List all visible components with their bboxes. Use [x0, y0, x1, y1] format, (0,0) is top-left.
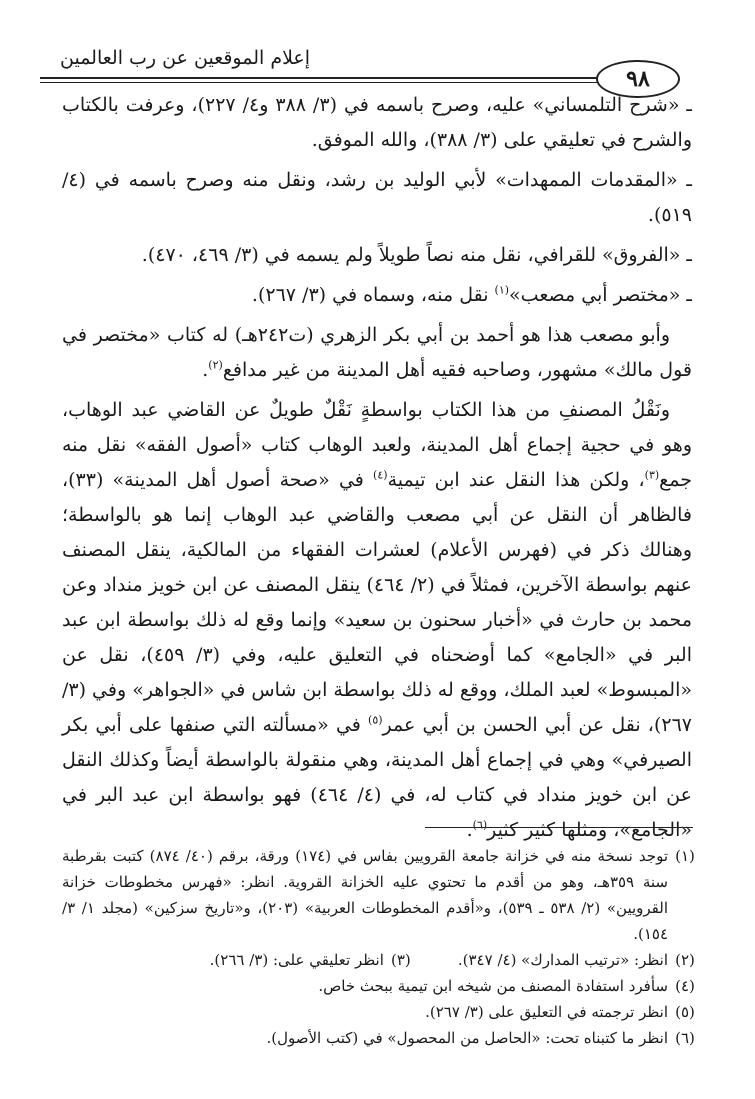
footnote [62, 1025, 702, 1051]
footnote-rule [425, 827, 693, 828]
footnote [210, 947, 418, 973]
footnote [62, 999, 702, 1025]
paragraph-text: ـ «الفروق» للقرافي، نقل منه نصاً طويلاً ولم يسمه في (٣/ ٤٦٩، ٤٧٠). [141, 244, 692, 266]
book-title: إعلام الموقعين عن رب العالمين [60, 47, 311, 69]
footnote-number: (٤) [675, 977, 695, 995]
footnote-text: سأفرد استفادة المصنف من شيخه ابن تيمية ببحث خاص. [318, 977, 668, 995]
page-header [40, 25, 710, 95]
paragraph [62, 88, 692, 158]
footnote-text: انظر: «ترتيب المدارك» (٤/ ٣٤٧). [457, 951, 668, 969]
footnote [62, 973, 702, 999]
footnote-number: (١) [675, 847, 695, 865]
footnote-ref[interactable]: (٢) [208, 358, 223, 372]
footnote [458, 947, 702, 973]
paragraph [62, 278, 692, 313]
page-number: ٩٨ [596, 60, 680, 98]
paragraph [62, 318, 692, 388]
paragraph-text: في «صحة أصول أهل المدينة» (٣٣)، فالظاهر أن النقل عن أبي مصعب والقاضي عبد الوهاب إنما هو بالواسطة؛ وهنالك ذكر في (فهرس الأعلام) لعشرات الفقهاء من المالكية، ينقل المصنف عنهم بواسطة الآخرين، فمثلاً في (٢/ ٤٦٤) ينقل المصنف عن ابن خويز منداد وعن محمد بن حارث في «أخبار سحنون بن سعيد» وإنما وقع له ذلك بواسطة ابن عبد البر في «الجامع» كما أوضحناه في التعليق عليه، وفي (٣/ ٤٥٩)، نقل عن «المبسوط» لعبد الملك، ووقع له ذلك بواسطة ابن شاس في «الجواهر» وفي (٣/ ٢٦٧)، نقل عن أبي الحسن بن أبي عمر [61, 469, 692, 736]
footnote-ref[interactable]: (٤) [373, 468, 388, 482]
header-rule [40, 77, 630, 79]
paragraph-text: نقل منه، وسماه في (٣/ ٢٦٧). [251, 284, 495, 306]
footnote-text: انظر ما كتبناه تحت: «الحاصل من المحصول» في (كتب الأصول). [266, 1029, 668, 1047]
header-rule-thin [40, 82, 630, 83]
footnote-row [62, 947, 702, 973]
footnote-text: انظر تعليقي على: (٣/ ٢٦٦). [209, 951, 384, 969]
paragraph-text: . [466, 819, 473, 841]
paragraph-text: ـ «المقدمات الممهدات» لأبي الوليد بن رشد، ونقل منه وصرح باسمه في (٤/ ٥١٩). [62, 169, 692, 226]
paragraph-text: ونَقْلُ المصنفِ من هذا الكتاب بواسطةٍ نَقْلٌ طويلٌ عن القاضي عبد الوهاب، وهو في حجية إجماع أهل المدينة، ولعبد الوهاب كتاب «أصول الفقه» نقل منه جمع [62, 399, 692, 491]
footnote-ref[interactable]: (٥) [368, 713, 383, 727]
paragraph-text: في «مسألته التي صنفها على أبي بكر الصيرفي» وهي في إجماع أهل المدينة، وهي منقولة بالواسطة أيضاً وكذلك النقل عن ابن خويز منداد في كتاب له، في (٤/ ٤٦٤) فهو بواسطة ابن عبد البر في «الجامع»، ومثلها كثير كثير [62, 714, 692, 841]
footnote-ref[interactable]: (٦) [472, 818, 488, 832]
paragraph-text: ، ولكن هذا النقل عند ابن تيمية [387, 469, 645, 491]
footnote-number: (٦) [675, 1029, 695, 1047]
paragraph-text: ـ «مختصر أبي مصعب» [509, 284, 692, 306]
footnote-text: انظر ترجمته في التعليق على (٣/ ٢٦٧). [425, 1003, 668, 1021]
paragraph-text: ـ «شرح التلمساني» عليه، وصرح باسمه في (٣/ ٣٨٨ و٤/ ٢٢٧)، وعرفت بالكتاب والشرح في تعليقي على (٣/ ٣٨٨)، والله الموفق. [62, 94, 692, 151]
footnote [62, 843, 702, 947]
footnote-number: (٣) [390, 951, 411, 969]
footnote-ref[interactable]: (١) [494, 283, 510, 297]
paragraph-text: وأبو مصعب هذا هو أحمد بن أبي بكر الزهري (ت٢٤٢هـ) له كتاب «مختصر في قول مالك» مشهور، وصاحبه فقيه أهل المدينة من غير مدافع [62, 324, 692, 381]
footnote-number: (٢) [675, 951, 695, 969]
paragraph [62, 238, 692, 273]
paragraph-text: . [202, 359, 209, 381]
main-text [62, 88, 692, 853]
footnote-text: توجد نسخة منه في خزانة جامعة القرويين بفاس في (١٧٤) ورقة، برقم (٤٠/ ٨٧٤) كتبت بقرطبة سنة ٣٥٩هـ، وهو من أقدم ما تحتوي عليه الخزانة القروية. انظر: «فهرس مخطوطات خزانة القرويين» (٢/ ٥٣٨ ـ ٥٣٩)، و«أقدم المخطوطات العربية» (٢٠٣)، و«تاريخ سزكين» (مجلد ١/ ٣/ ١٥٤). [62, 847, 669, 943]
footnote-number: (٥) [675, 1003, 695, 1021]
footnotes [62, 843, 702, 1051]
paragraph [62, 393, 692, 848]
paragraph [62, 163, 692, 233]
footnote-ref[interactable]: (٣) [644, 468, 660, 482]
